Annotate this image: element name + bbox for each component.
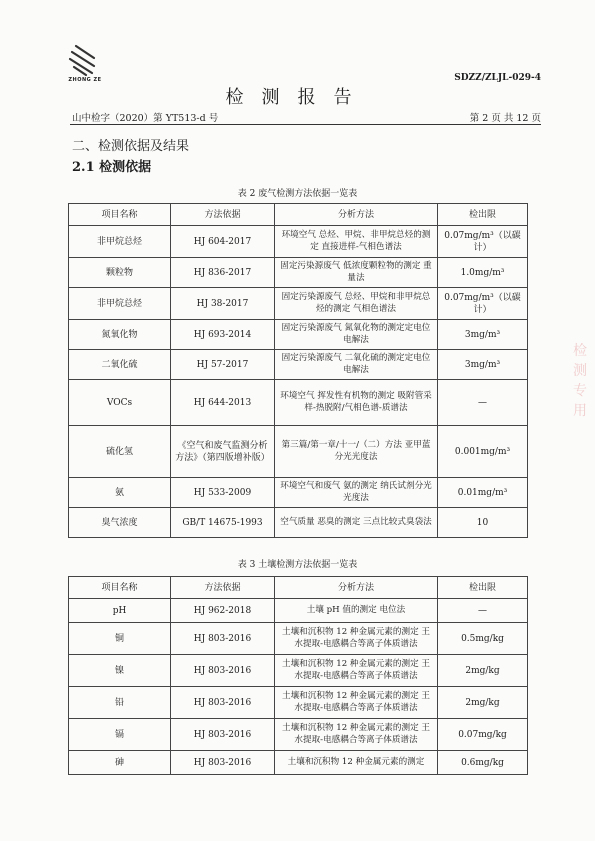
cell-method-basis: HJ 533-2009 <box>171 478 275 508</box>
cell-analysis-method: 土壤和沉积物 12 种金属元素的测定 王水提取-电感耦合等离子体质谱法 <box>275 687 438 719</box>
table-row <box>69 508 528 538</box>
cell-analysis-method: 土壤和沉积物 12 种金属元素的测定 <box>275 751 438 775</box>
cell-item-name: 铅 <box>69 687 171 719</box>
exhaust-gas-methods-table <box>68 203 528 538</box>
cell-method-basis: HJ 803-2016 <box>171 655 275 687</box>
cell-item-name: 二氧化硫 <box>69 350 171 380</box>
cell-item-name: 氨 <box>69 478 171 508</box>
header-item-name: 项目名称 <box>69 204 171 226</box>
table-row <box>69 426 528 478</box>
table-row <box>69 288 528 320</box>
report-number: 山中检字（2020）第 YT513-d 号 <box>72 113 219 124</box>
sub-section-heading: 2.1 检测依据 <box>72 160 152 175</box>
cell-analysis-method: 土壤 pH 值的测定 电位法 <box>275 599 438 623</box>
cell-detection-limit: 10 <box>438 508 528 538</box>
cell-analysis-method: 固定污染源废气 低浓度颗粒物的测定 重量法 <box>275 258 438 288</box>
cell-analysis-method: 空气质量 恶臭的测定 三点比较式臭袋法 <box>275 508 438 538</box>
cell-analysis-method: 固定污染源废气 总烃、甲烷和非甲烷总烃的测定 气相色谱法 <box>275 288 438 320</box>
cell-detection-limit: 1.0mg/m³ <box>438 258 528 288</box>
page-number: 第 2 页 共 12 页 <box>469 113 541 124</box>
header-method-basis: 方法依据 <box>171 577 275 599</box>
cell-detection-limit: 0.001mg/m³ <box>438 426 528 478</box>
soil-methods-table <box>68 576 528 775</box>
header-detection-limit: 检出限 <box>438 577 528 599</box>
table-row <box>69 478 528 508</box>
cell-analysis-method: 环境空气 挥发性有机物的测定 吸附管采样-热脱附/气相色谱-质谱法 <box>275 380 438 426</box>
header-method-basis: 方法依据 <box>171 204 275 226</box>
cell-detection-limit: 0.07mg/m³（以碳计） <box>438 288 528 320</box>
cell-method-basis: HJ 962-2018 <box>171 599 275 623</box>
table-row <box>69 687 528 719</box>
table-row <box>69 719 528 751</box>
cell-method-basis: HJ 38-2017 <box>171 288 275 320</box>
table-header-row <box>69 204 528 226</box>
table-row <box>69 258 528 288</box>
cell-detection-limit: — <box>438 599 528 623</box>
cell-detection-limit: 2mg/kg <box>438 655 528 687</box>
cell-analysis-method: 第三篇/第一章/十一/（二）方法 亚甲蓝分光光度法 <box>275 426 438 478</box>
cell-item-name: 非甲烷总烃 <box>69 226 171 258</box>
cell-detection-limit: 0.07mg/kg <box>438 719 528 751</box>
table2-caption: 表 2 废气检测方法依据一览表 <box>237 189 358 199</box>
cell-method-basis: 《空气和废气监测分析方法》（第四版增补版） <box>171 426 275 478</box>
table-row <box>69 623 528 655</box>
header-analysis-method: 分析方法 <box>275 204 438 226</box>
table3-caption: 表 3 土壤检测方法依据一览表 <box>237 560 358 570</box>
cell-item-name: pH <box>69 599 171 623</box>
header-item-name: 项目名称 <box>69 577 171 599</box>
cell-analysis-method: 环境空气 总烃、甲烷、非甲烷总烃的测定 直接进样-气相色谱法 <box>275 226 438 258</box>
header-analysis-method: 分析方法 <box>275 577 438 599</box>
cell-detection-limit: 0.07mg/m³（以碳计） <box>438 226 528 258</box>
cell-item-name: 颗粒物 <box>69 258 171 288</box>
seal-stamp-fragment: 检 测 专 用 <box>573 343 587 419</box>
header-detection-limit: 检出限 <box>438 204 528 226</box>
cell-item-name: 镉 <box>69 719 171 751</box>
table-row <box>69 320 528 350</box>
company-logo-icon <box>64 40 104 78</box>
table-row <box>69 655 528 687</box>
cell-item-name: 砷 <box>69 751 171 775</box>
cell-analysis-method: 环境空气和废气 氨的测定 纳氏试剂分光光度法 <box>275 478 438 508</box>
page-title: 检测报告 <box>225 87 370 108</box>
cell-method-basis: HJ 57-2017 <box>171 350 275 380</box>
cell-detection-limit: — <box>438 380 528 426</box>
cell-detection-limit: 0.5mg/kg <box>438 623 528 655</box>
cell-item-name: 镍 <box>69 655 171 687</box>
table-row <box>69 226 528 258</box>
table-row <box>69 599 528 623</box>
header-divider <box>70 124 541 125</box>
cell-analysis-method: 固定污染源废气 二氧化硫的测定定电位电解法 <box>275 350 438 380</box>
cell-detection-limit: 0.01mg/m³ <box>438 478 528 508</box>
cell-item-name: 非甲烷总烃 <box>69 288 171 320</box>
cell-method-basis: HJ 693-2014 <box>171 320 275 350</box>
cell-method-basis: HJ 836-2017 <box>171 258 275 288</box>
cell-method-basis: HJ 644-2013 <box>171 380 275 426</box>
cell-detection-limit: 0.6mg/kg <box>438 751 528 775</box>
cell-detection-limit: 3mg/m³ <box>438 350 528 380</box>
cell-method-basis: HJ 803-2016 <box>171 751 275 775</box>
cell-item-name: 臭气浓度 <box>69 508 171 538</box>
cell-item-name: 氮氧化物 <box>69 320 171 350</box>
section-heading: 二、检测依据及结果 <box>72 139 190 154</box>
logo-text: ZHONG ZE <box>68 77 102 83</box>
cell-analysis-method: 土壤和沉积物 12 种金属元素的测定 王水提取-电感耦合等离子体质谱法 <box>275 623 438 655</box>
cell-method-basis: GB/T 14675-1993 <box>171 508 275 538</box>
table-row <box>69 350 528 380</box>
table-header-row <box>69 577 528 599</box>
table-row <box>69 751 528 775</box>
cell-method-basis: HJ 803-2016 <box>171 687 275 719</box>
cell-method-basis: HJ 604-2017 <box>171 226 275 258</box>
cell-analysis-method: 土壤和沉积物 12 种金属元素的测定 王水提取-电感耦合等离子体质谱法 <box>275 655 438 687</box>
document-code: SDZZ/ZLJL-029-4 <box>454 73 541 83</box>
cell-analysis-method: 土壤和沉积物 12 种金属元素的测定 王水提取-电感耦合等离子体质谱法 <box>275 719 438 751</box>
cell-detection-limit: 3mg/m³ <box>438 320 528 350</box>
cell-analysis-method: 固定污染源废气 氮氧化物的测定定电位电解法 <box>275 320 438 350</box>
cell-item-name: VOCs <box>69 380 171 426</box>
cell-item-name: 铜 <box>69 623 171 655</box>
table-row <box>69 380 528 426</box>
cell-method-basis: HJ 803-2016 <box>171 719 275 751</box>
cell-detection-limit: 2mg/kg <box>438 687 528 719</box>
cell-method-basis: HJ 803-2016 <box>171 623 275 655</box>
cell-item-name: 硫化氢 <box>69 426 171 478</box>
